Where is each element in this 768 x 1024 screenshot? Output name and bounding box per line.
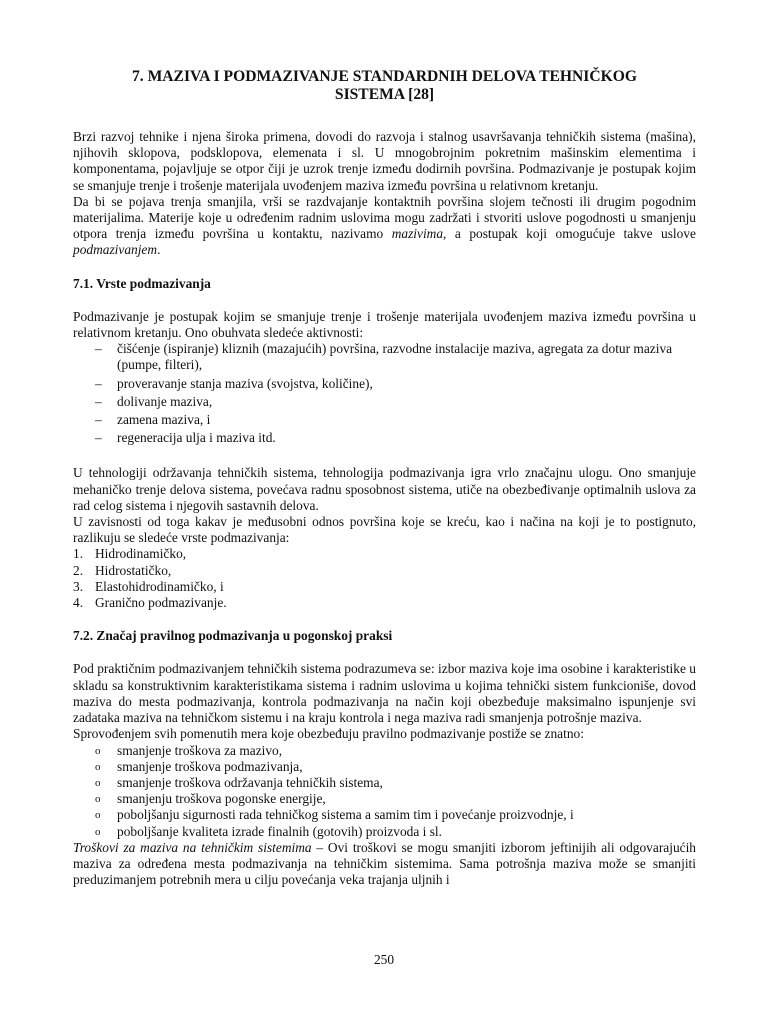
benefits-list [73,743,696,840]
list-item-text: proveravanje stanja maziva (svojstva, količine), [117,375,373,391]
list-item [73,759,696,775]
list-item-text: regeneracija ulja i maziva itd. [117,430,276,446]
lubrication-types-list [73,546,696,611]
costs-subheading: Troškovi za maziva na tehničkim sistemima [73,839,312,855]
list-item [73,807,696,823]
section72-p3-text: – Ovi troškovi se mogu smanjiti izborom jeftinijih ali odgovarajućih maziva za određena mesta podmazivanja na tehničkim sistemima. Sama potrošnja maziva može se smanjiti preduzimanjem potrebnih mera u cilju povećanja veka trajanja uljnih i [73,839,696,888]
list-item-text: poboljšanje kvaliteta izrade finalnih (gotovih) proizvoda i sl. [117,823,443,839]
list-item-text: smanjenje troškova održavanja tehničkih sistema, [117,774,383,790]
list-item-text: Elastohidrodinamičko, i [95,578,224,594]
section72-paragraph-2: Sprovođenjem svih pomenutih mera koje obezbeđuju pravilno podmazivanje postiže se znatno: [73,726,584,742]
dash-bullet: – [95,412,102,428]
list-item [73,546,696,562]
list-item [73,775,696,791]
list-item-text: Hidrostatičko, [95,562,172,578]
section72-paragraph-3 [73,840,696,889]
section71-paragraph-1: Podmazivanje je postupak kojim se smanjuje trenje i trošenje materijala uvođenjem maziva između površina u relativnom kretanju. Ono obuhvata sledeće aktivnosti: [73,308,696,341]
list-item [73,394,696,410]
term-maziva: mazivima [391,226,444,242]
dash-bullet: – [95,393,102,409]
list-item [73,563,696,579]
list-item-text: smanjenju troškova pogonske energije, [117,791,326,807]
list-item-text: zamena maziva, i [117,412,211,428]
list-item-text: Granično podmazivanje. [95,595,227,611]
list-item [73,824,696,840]
document-page [73,68,696,888]
term-podmazivanje: podmazivanjem [73,242,158,258]
list-number: 4. [73,595,84,611]
list-item-text: poboljšanju sigurnosti rada tehničkog sistema a samim tim i povećanje proizvodnje, i [117,807,574,823]
list-item [73,791,696,807]
circle-bullet: o [95,825,101,838]
section71-paragraph-3: U zavisnosti od toga kakav je međusobni odnos površina koje se kreću, kao i načina na koji je to postignuto, razlikuju se sledeće vrste podmazivanja: [73,514,696,546]
list-item [73,579,696,595]
list-item-text: Hidrodinamičko, [95,546,187,562]
section-heading-7-2: 7.2. Značaj pravilnog podmazivanja u pogonskoj praksi [73,628,393,644]
list-item [73,341,696,373]
circle-bullet: o [95,809,101,822]
dash-bullet: – [95,341,102,357]
activities-list [73,341,696,446]
intro-p2-text-a: Da bi se pojava trenja smanjila, vrši se razdvajanje kontaktnih površina slojem tečnosti ili drugim pogodnim materijalima. Materije koje u određenim radnim uslovima mogu zadržati i stvoriti uslove pogodnosti u smanjenju otpora trenja između površina u kontaktu, nazivamo [73,193,696,242]
list-item-text: smanjenje troškova podmazivanja, [117,758,303,774]
intro-p2-text-c: . [157,242,161,258]
dash-bullet: – [95,430,102,446]
list-item [73,412,696,428]
intro-paragraph-2 [73,194,696,259]
chapter-title [73,68,696,104]
intro-p2-text-b: , a postupak koji omogućuje takve uslove [443,226,696,242]
list-number: 1. [73,546,84,562]
dash-bullet: – [95,375,102,391]
page-number: 250 [373,952,395,967]
list-item-text: smanjenje troškova za mazivo, [117,742,283,758]
list-item [73,376,696,392]
chapter-title-line2: SISTEMA [28] [334,86,435,103]
section-heading-7-1: 7.1. Vrste podmazivanja [73,275,211,291]
chapter-title-line1: 7. MAZIVA I PODMAZIVANJE STANDARDNIH DELOVA TEHNIČKOG [131,68,637,85]
list-number: 2. [73,562,84,578]
circle-bullet: o [95,776,101,789]
list-item-text: čišćenje (ispiranje) kliznih (mazajućih) površina, razvodne instalacije maziva, agregata za dotur maziva (pumpe, filteri), [117,341,673,373]
list-item [73,595,696,611]
list-item [73,430,696,446]
section71-paragraph-2: U tehnologiji održavanja tehničkih sistema, tehnologija podmazivanja igra vrlo značajnu ulogu. Ono smanjuje mehaničko trenje delova sistema, povećava radnu sposobnost sistema, utiče na obezbeđivanje optimalnih uslova za rad celog sistema i njegovih sastavnih delova. [73,465,696,513]
list-item [73,743,696,759]
list-item-text: dolivanje maziva, [117,393,213,409]
circle-bullet: o [95,793,101,806]
circle-bullet: o [95,744,101,757]
circle-bullet: o [95,760,101,773]
list-number: 3. [73,578,84,594]
section72-paragraph-1: Pod praktičnim podmazivanjem tehničkih sistema podrazumeva se: izbor maziva koje ima osobine i karakteristike u skladu sa konstruktivnim karakteristikama sistema i radnim uslovima u kojima tehnički sistem funkcioniše, dovod maziva do mesta podmazivanja, kontrola podmazivanja na način koji obezbeđuje maksimalno ispunjenje svi zadataka maziva na tehničkom sistemu i na kraju kontrola i nega maziva radi smanjenja potrošnje maziva. [73,661,696,726]
intro-paragraph-1: Brzi razvoj tehnike i njena široka primena, dovodi do razvoja i stalnog usavršavanja tehničkih sistema (mašina), njihovih sklopova, podsklopova, elemenata i sl. U mnogobrojnim pokretnim mašinskim elementima i komponentama, pojavljuje se otpor čiji je uzrok trenje između dodirnih površina. Podmazivanje je postupak kojim se smanjuje trenje i trošenje materijala uvođenjem maziva između površina u relativnom kretanju. [73,129,696,193]
